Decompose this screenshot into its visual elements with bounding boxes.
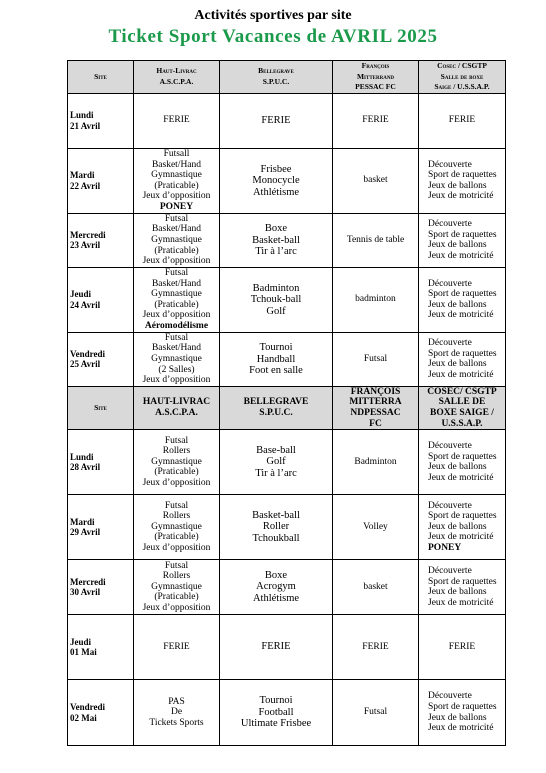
activity-cell-c4 <box>419 560 506 615</box>
cell-line: (Praticable) <box>154 532 199 543</box>
cell-line: Jeux d’opposition <box>142 478 211 489</box>
cell-line: Tir à l’arc <box>255 467 297 479</box>
cell-line: Découverte <box>428 691 472 702</box>
cell-line: Jeux de ballons <box>428 299 487 310</box>
cell-line: NDPESSAC <box>350 407 401 418</box>
activity-cell-c2 <box>220 93 333 148</box>
cell-line: Sport de raquettes <box>428 451 497 462</box>
activity-cell-c4 <box>419 267 506 332</box>
cell-line: PONEY <box>428 543 462 554</box>
header-c1 <box>134 61 220 94</box>
cell-line: Découverte <box>428 565 472 576</box>
activity-cell-c1 <box>134 680 220 746</box>
cell-line: Aéromodélisme <box>144 320 209 331</box>
cell-line: Salle de boxe <box>440 71 484 81</box>
cell-line: Basket/Hand <box>151 278 202 289</box>
cell-line: Sport de raquettes <box>428 702 497 713</box>
cell-line: 21 Avril <box>70 120 101 131</box>
schedule-table <box>67 60 506 746</box>
cell-line: Cosec / CSGTP <box>437 61 487 70</box>
cell-line: FERIE <box>448 115 476 126</box>
header-c4 <box>419 386 506 429</box>
cell-line: Rollers <box>162 571 191 582</box>
cell-line: basket <box>363 175 388 186</box>
cell-line: Jeux de motricité <box>428 191 494 202</box>
cell-line: Jeux de ballons <box>428 521 487 532</box>
cell-line: Sport de raquettes <box>428 289 497 300</box>
activity-cell-c3 <box>333 332 419 386</box>
cell-line: Jeudi <box>70 289 92 300</box>
day-cell <box>68 495 134 560</box>
cell-line: Golf <box>266 305 286 317</box>
cell-line: MITTERRA <box>349 397 402 408</box>
cell-line: Jeux d’opposition <box>142 310 211 321</box>
cell-line: Ultimate Frisbee <box>240 718 312 730</box>
cell-line: Vendredi <box>70 702 106 713</box>
cell-line: Tournoi <box>259 695 293 707</box>
cell-line: Jeux de ballons <box>428 462 487 473</box>
activity-cell-c2 <box>220 680 333 746</box>
cell-line: Rollers <box>162 511 191 522</box>
cell-line: Jeux de motricité <box>428 597 494 608</box>
activity-cell-c1 <box>134 495 220 560</box>
day-row <box>68 213 506 267</box>
cell-line: Jeudi <box>70 636 92 647</box>
cell-line: Jeux de ballons <box>428 240 487 251</box>
cell-line: PESSAC FC <box>355 82 396 92</box>
activity-cell-c2 <box>220 430 333 495</box>
day-cell <box>68 267 134 332</box>
cell-line: Jeux d’opposition <box>142 543 211 554</box>
day-cell <box>68 332 134 386</box>
cell-line: (Praticable) <box>154 299 199 310</box>
cell-line: badminton <box>355 294 396 305</box>
cell-line: Découverte <box>428 500 472 511</box>
day-row <box>68 430 506 495</box>
cell-line: Athlétisme <box>252 592 300 604</box>
cell-line: 01 Mai <box>70 647 97 658</box>
cell-line: De <box>170 707 183 718</box>
activity-cell-c4 <box>419 213 506 267</box>
cell-line: Mardi <box>70 170 95 181</box>
header-c1 <box>134 386 220 429</box>
day-row <box>68 680 506 746</box>
activity-cell-c3 <box>333 495 419 560</box>
cell-line: Découverte <box>428 278 472 289</box>
day-row <box>68 495 506 560</box>
header-row <box>68 386 506 429</box>
activity-cell-c3 <box>333 615 419 680</box>
cell-line: Boxe <box>264 223 288 235</box>
cell-line: (Praticable) <box>154 180 199 191</box>
cell-line: Basket/Hand <box>151 224 202 235</box>
cell-line: Foot en salle <box>249 365 303 377</box>
cell-line: BELLEGRAVE <box>243 397 309 408</box>
cell-line: Bellegrave <box>258 66 294 76</box>
cell-line: COSEC/ CSGTP <box>427 386 497 397</box>
cell-line: 24 Avril <box>70 299 101 310</box>
cell-line: Jeux d’opposition <box>142 191 211 202</box>
document-subtitle: Ticket Sport Vacances de AVRIL 2025 <box>108 26 438 47</box>
cell-line: Badminton <box>354 456 397 467</box>
cell-line: Mitterrand <box>356 71 395 81</box>
day-cell <box>68 93 134 148</box>
cell-line: Découverte <box>428 159 472 170</box>
cell-line: (2 Salles) <box>158 364 195 375</box>
document-title: Activités sportives par site <box>194 8 352 23</box>
cell-line: Base-ball <box>256 444 296 456</box>
cell-line: Vendredi <box>70 348 106 359</box>
cell-line: FERIE <box>448 641 476 652</box>
day-row <box>68 615 506 680</box>
header-c3 <box>333 61 419 94</box>
cell-line: Gymnastique <box>151 353 202 364</box>
activity-cell-c2 <box>220 332 333 386</box>
cell-line: Handball <box>256 353 296 365</box>
cell-line: Jeux de motricité <box>428 250 494 261</box>
cell-line: Acrogym <box>256 581 296 593</box>
header-site: Site <box>68 386 134 429</box>
cell-line: PONEY <box>159 201 194 212</box>
cell-line: (Praticable) <box>154 592 199 603</box>
activity-cell-c3 <box>333 213 419 267</box>
cell-line: Gymnastique <box>151 234 202 245</box>
cell-line: S.P.U.C. <box>259 407 293 418</box>
activity-cell-c1 <box>134 148 220 213</box>
cell-line: Jeux d’opposition <box>142 256 211 267</box>
cell-line: 22 Avril <box>70 180 101 191</box>
header-row <box>68 61 506 94</box>
cell-line: Mercredi <box>70 576 106 587</box>
cell-line: Gymnastique <box>151 521 202 532</box>
activity-cell-c2 <box>220 148 333 213</box>
day-row <box>68 332 506 386</box>
cell-line: Basket/Hand <box>151 159 202 170</box>
cell-line: Jeux de motricité <box>428 723 494 734</box>
cell-line: Gymnastique <box>151 289 202 300</box>
cell-line: Basket-ball <box>252 234 300 246</box>
header-c3 <box>333 386 419 429</box>
cell-line: Volley <box>363 521 388 532</box>
activity-cell-c1 <box>134 615 220 680</box>
cell-line: FERIE <box>261 641 291 653</box>
activity-cell-c2 <box>220 615 333 680</box>
cell-line: Basket-ball <box>252 509 300 521</box>
day-row <box>68 93 506 148</box>
cell-line: Mercredi <box>70 229 106 240</box>
activity-cell-c3 <box>333 267 419 332</box>
cell-line: FERIE <box>362 115 389 126</box>
cell-line: 02 Mai <box>70 712 97 723</box>
cell-line: Futsal <box>164 213 189 224</box>
cell-line: Gymnastique <box>151 170 202 181</box>
activity-cell-c2 <box>220 495 333 560</box>
activity-cell-c1 <box>134 332 220 386</box>
cell-line: FERIE <box>261 115 291 127</box>
cell-line: (Praticable) <box>154 245 199 256</box>
day-cell <box>68 560 134 615</box>
activity-cell-c4 <box>419 430 506 495</box>
cell-line: 25 Avril <box>70 359 101 370</box>
cell-line: Sport de raquettes <box>428 576 497 587</box>
cell-line: Découverte <box>428 440 472 451</box>
cell-line: Tchoukball <box>252 532 300 544</box>
cell-line: Tennis de table <box>346 234 405 245</box>
cell-line: Futsal <box>164 435 189 446</box>
cell-line: (Praticable) <box>154 467 199 478</box>
activity-cell-c4 <box>419 495 506 560</box>
activity-cell-c4 <box>419 680 506 746</box>
cell-line: Sport de raquettes <box>428 170 497 181</box>
cell-line: HAUT-LIVRAC <box>142 397 211 408</box>
activity-cell-c4 <box>419 615 506 680</box>
cell-line: Roller <box>262 521 290 533</box>
cell-line: Tickets Sports <box>149 717 204 728</box>
cell-line: Football <box>258 706 294 718</box>
activity-cell-c4 <box>419 332 506 386</box>
activity-cell-c3 <box>333 430 419 495</box>
cell-line: Jeux de ballons <box>428 359 487 370</box>
cell-line: Mardi <box>70 516 95 527</box>
cell-line: A.S.C.P.A. <box>155 407 198 418</box>
cell-line: Badminton <box>252 282 300 294</box>
cell-line: Saige / U.S.S.A.P. <box>434 82 490 92</box>
day-row <box>68 148 506 213</box>
cell-line: Tournoi <box>259 342 293 354</box>
cell-line: Jeux d’opposition <box>142 375 211 386</box>
cell-line: SALLE DE <box>438 397 486 408</box>
cell-line: Futsal <box>164 268 189 278</box>
cell-line: Basket/Hand <box>151 343 202 354</box>
day-cell <box>68 430 134 495</box>
cell-line: FC <box>369 418 382 429</box>
cell-line: Lundi <box>70 451 94 462</box>
day-cell <box>68 213 134 267</box>
activity-cell-c3 <box>333 560 419 615</box>
cell-line: U.S.S.A.P. <box>441 418 483 429</box>
cell-line: A.S.C.P.A. <box>159 76 194 86</box>
cell-line: Haut-Livrac <box>156 66 197 76</box>
cell-line: Jeux de ballons <box>428 712 487 723</box>
activity-cell-c3 <box>333 148 419 213</box>
activity-cell-c3 <box>333 93 419 148</box>
cell-line: S.P.U.C. <box>262 76 290 86</box>
cell-line: basket <box>363 581 388 592</box>
activity-cell-c4 <box>419 93 506 148</box>
cell-line: Jeux de motricité <box>428 369 494 380</box>
cell-line: BOXE SAIGE / <box>430 407 494 418</box>
day-cell <box>68 615 134 680</box>
cell-line: Sport de raquettes <box>428 229 497 240</box>
cell-line: Golf <box>266 456 286 468</box>
header-c2 <box>220 61 333 94</box>
cell-line: PAS <box>168 696 185 707</box>
cell-line: Futsal <box>363 707 388 718</box>
cell-line: Découverte <box>428 219 472 230</box>
cell-line: Jeux de motricité <box>428 310 494 321</box>
cell-line: 29 Avril <box>70 527 101 538</box>
activity-cell-c2 <box>220 267 333 332</box>
cell-line: Futsal <box>363 353 388 364</box>
cell-line: Découverte <box>428 338 472 349</box>
cell-line: Boxe <box>264 569 288 581</box>
cell-line: 28 Avril <box>70 462 101 473</box>
cell-line: Jeux de motricité <box>428 472 494 483</box>
header-c2 <box>220 386 333 429</box>
day-row <box>68 267 506 332</box>
cell-line: Futsal <box>164 500 189 511</box>
cell-line: Gymnastique <box>151 581 202 592</box>
header-site: Site <box>68 61 134 94</box>
cell-line: Rollers <box>162 446 191 457</box>
cell-line: Gymnastique <box>151 456 202 467</box>
cell-line: Jeux de ballons <box>428 587 487 598</box>
schedule-body <box>68 61 506 746</box>
cell-line: Futsal <box>164 332 189 343</box>
cell-line: FERIE <box>362 641 389 652</box>
cell-line: Lundi <box>70 110 94 121</box>
activity-cell-c4 <box>419 148 506 213</box>
cell-line: Jeux de motricité <box>428 532 494 543</box>
cell-line: 30 Avril <box>70 587 101 598</box>
cell-line: Tchouk-ball <box>250 294 302 306</box>
cell-line: François <box>361 61 390 70</box>
activity-cell-c1 <box>134 560 220 615</box>
cell-line: Monocycle <box>252 175 300 187</box>
activity-cell-c2 <box>220 560 333 615</box>
activity-cell-c3 <box>333 680 419 746</box>
cell-line: Sport de raquettes <box>428 511 497 522</box>
cell-line: FRANÇOIS <box>350 386 401 397</box>
cell-line: Sport de raquettes <box>428 348 497 359</box>
cell-line: 23 Avril <box>70 240 101 251</box>
cell-line: FERIE <box>163 115 190 126</box>
cell-line: Athlétisme <box>252 186 300 198</box>
header-c4 <box>419 61 506 94</box>
day-row <box>68 560 506 615</box>
day-cell <box>68 680 134 746</box>
cell-line: FERIE <box>163 641 190 652</box>
activity-cell-c1 <box>134 430 220 495</box>
cell-line: Jeux d’opposition <box>142 603 211 614</box>
cell-line: Tir à l’arc <box>255 246 297 258</box>
activity-cell-c1 <box>134 93 220 148</box>
cell-line: Frisbee <box>260 163 292 175</box>
day-cell <box>68 148 134 213</box>
cell-line: Jeux de ballons <box>428 180 487 191</box>
cell-line: Futsal <box>164 560 189 571</box>
activity-cell-c1 <box>134 213 220 267</box>
cell-line: Futsall <box>163 149 190 159</box>
activity-cell-c1 <box>134 267 220 332</box>
activity-cell-c2 <box>220 213 333 267</box>
